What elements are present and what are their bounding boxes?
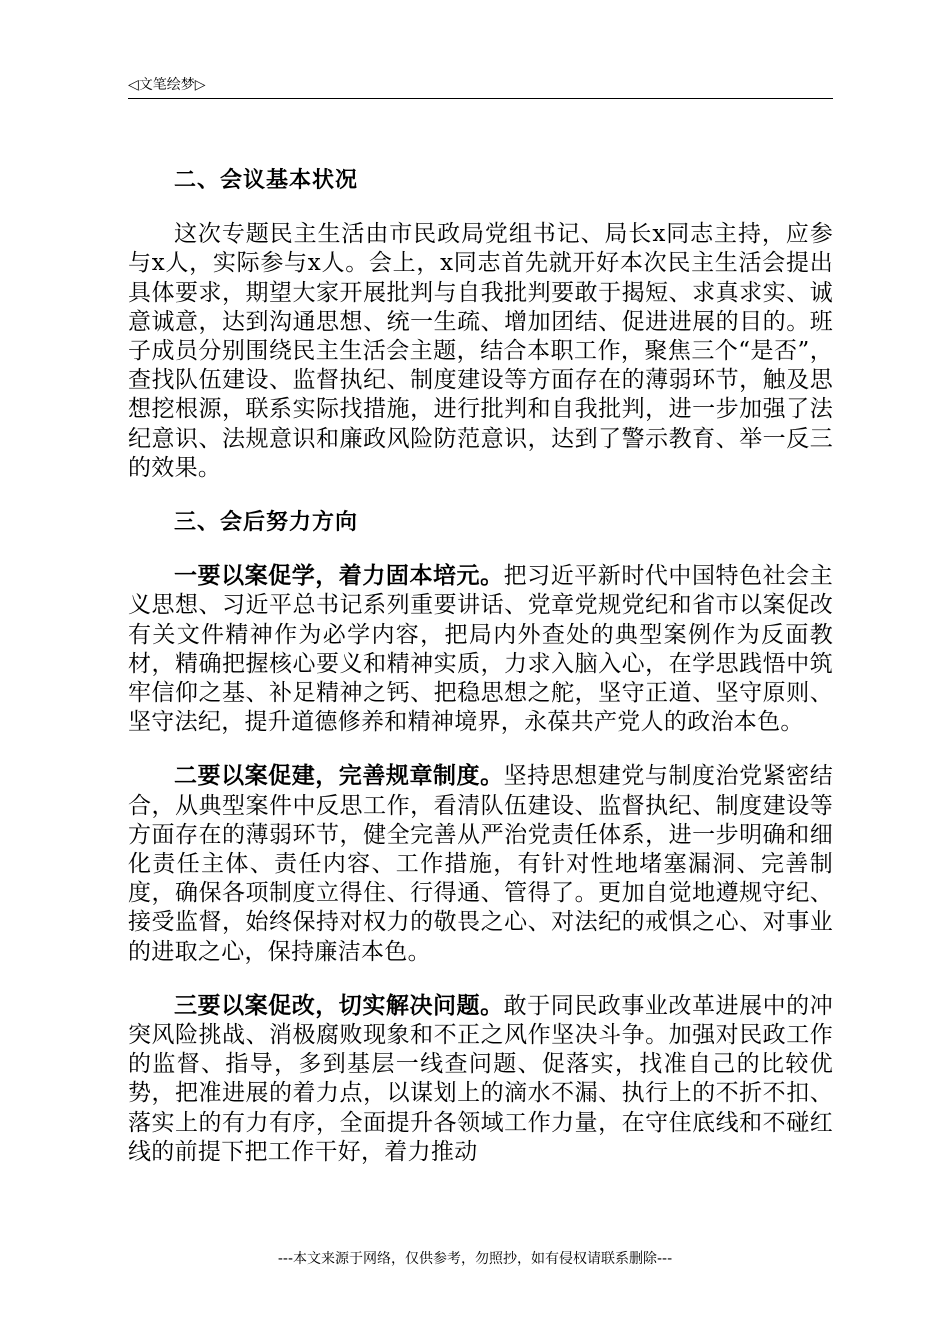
document-body: [128, 166, 833, 1192]
right-triangle-icon: ▷: [194, 77, 206, 93]
paragraph-item-3: [128, 992, 833, 1167]
left-triangle-icon: ◁: [128, 77, 139, 93]
section-heading-future-direction: 三、会后努力方向: [174, 510, 359, 536]
paragraph-item-2: [128, 762, 833, 966]
paragraph-lead-2: 二要以案促建，完善规章制度。: [174, 763, 504, 790]
section-heading-meeting-overview: 二、会议基本状况: [174, 168, 359, 193]
page-header: [128, 76, 833, 99]
paragraph-body-1: 把习近平新时代中国特色社会主义思想、习近平总书记系列重要讲话、党章党规党纪和省市以案促改有关文件精神作为必学内容，把局内外查处的典型案例作为反面教材，精确把握核心要义和精神实质，力求入脑入心，在学思践悟中筑牢信仰之基、补足精神之钙、把稳思想之舵，坚守正道、坚守原则、坚守法纪，提升道德修养和精神境界，永葆共产党人的政治本色。: [128, 563, 833, 736]
paragraph-lead-3: 三要以案促改，切实解决问题。: [174, 992, 504, 1019]
paragraph-meeting-overview: 这次专题民主生活由市民政局党组书记、局长x同志主持，应参与x人，实际参与x人。会上，x同志首先就开好本次民主生活会提出具体要求，期望大家开展批判与自我批判要敢于揭短、求真求实、诚意诚意，达到沟通思想、统一生疏、增加团结、促进进展的目的。班子成员分别围绕民主生活会主题，结合本职工作，聚焦三个“是否”，查找队伍建设、监督执纪、制度建设等方面存在的薄弱环节，触及思想挖根源，联系实际找措施，进行批判和自我批判，进一步加强了法纪意识、法规意识和廉政风险防范意识，达到了警示教育、举一反三的效果。: [128, 221, 833, 481]
page-footer: ---本文来源于网络，仅供参考，勿照抄，如有侵权请联系删除---: [277, 1251, 673, 1267]
paragraph-body-2: 坚持思想建党与制度治党紧密结合，从典型案件中反思工作，看清队伍建设、监督执纪、制度建设等方面存在的薄弱环节，健全完善从严治党责任体系，进一步明确和细化责任主体、责任内容、工作措施，有针对性地堵塞漏洞、完善制度，确保各项制度立得住、行得通、管得了。更加自觉地遵规守纪、接受监督，始终保持对权力的敬畏之心、对法纪的戒惧之心、对事业的进取之心，保持廉洁本色。: [128, 763, 833, 965]
paragraph-item-1: [128, 562, 833, 737]
header-brand: 文笔绘梦: [138, 77, 195, 93]
paragraph-lead-1: 一要以案促学，着力固本培元。: [174, 563, 504, 590]
paragraph-body-3: 敢于同民政事业改革进展中的冲突风险挑战、消极腐败现象和不正之风作坚决斗争。加强对民政工作的监督、指导，多到基层一线查问题、促落实，找准自己的比较优势，把准进展的着力点，以谋划上的滴水不漏、执行上的不折不扣、落实上的有力有序，全面提升各领域工作力量，在守住底线和不碰红线的前提下把工作干好，着力推动: [128, 992, 833, 1165]
